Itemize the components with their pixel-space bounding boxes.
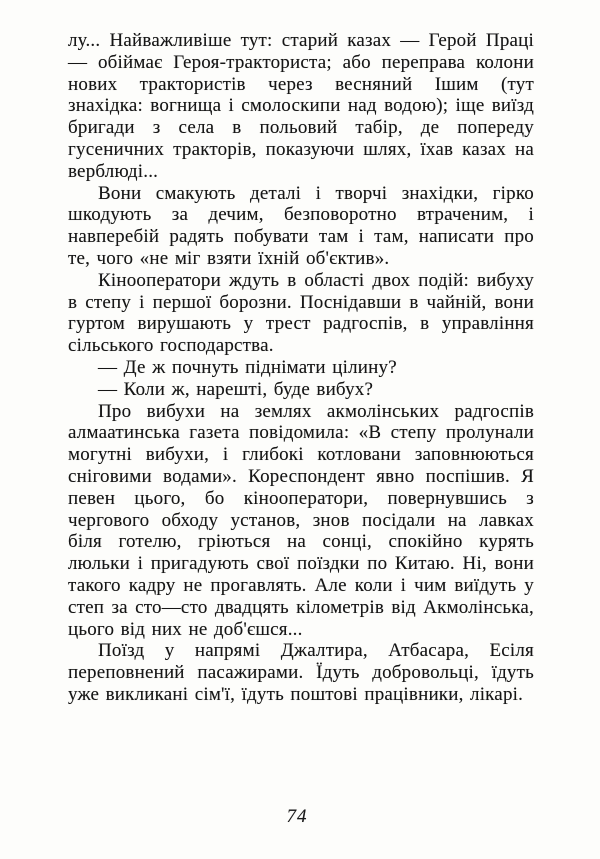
dialogue-line: — Коли ж, нарешті, буде вибух? [98, 378, 374, 400]
paragraph: Поїзд у напрямі Джалтира, Атбасара, Есіля переповнений пасажирами. Їдуть добровольці, їдуть уже викликані сім'ї, їдуть поштові працівники, лікарі. [68, 640, 534, 705]
paragraph: Кінооператори ждуть в області двох подій: вибуху в степу і першої борозни. Поснідавши в чайній, вони гуртом вирушають у трест радгоспів, в управління сільського господарства. [68, 269, 534, 357]
paragraph: Про вибухи на землях акмолінських радгоспів алмаатинська газета повідомила: «В степу пролунали могутні вибухи, і глибокі котловани заповнюються сніговими водами». Кореспондент явно поспішив. Я певен цього, бо кінооператори, повернувшись з чергового обходу установ, знов посідали на лавках біля готелю, гріються на сонці, спокійно курять люльки і пригадують свої поїздки по Китаю. Ні, вони такого кадру не прогавлять. Але коли і чим виїдуть у степ за сто—сто двадцять кілометрів від Акмолінська, цього від них не доб'єшся... [68, 400, 534, 640]
page-text [68, 30, 534, 706]
page-number: 74 [286, 806, 308, 827]
paragraph: Вони смакують деталі і творчі знахідки, гірко шкодують за дечим, безповоротно втраченим, і навперебій радять побувати там і там, написати про те, чого «не міг взяти їхній об'єктив». [68, 182, 534, 269]
dialogue-line: — Де ж почнуть піднімати цілину? [98, 356, 397, 378]
paragraph-continuation: лу... Найважливіше тут: старий казах — Герой Праці — обіймає Героя-тракториста; або переправа колони нових трактористів через весняний Ішим (тут знахідка: вогнища і смолоскипи над водою); іще виїзд бригади з села в польовий табір, де попереду гусеничних тракторів, показуючи шлях, їхав казах на верблюді... [68, 30, 534, 182]
